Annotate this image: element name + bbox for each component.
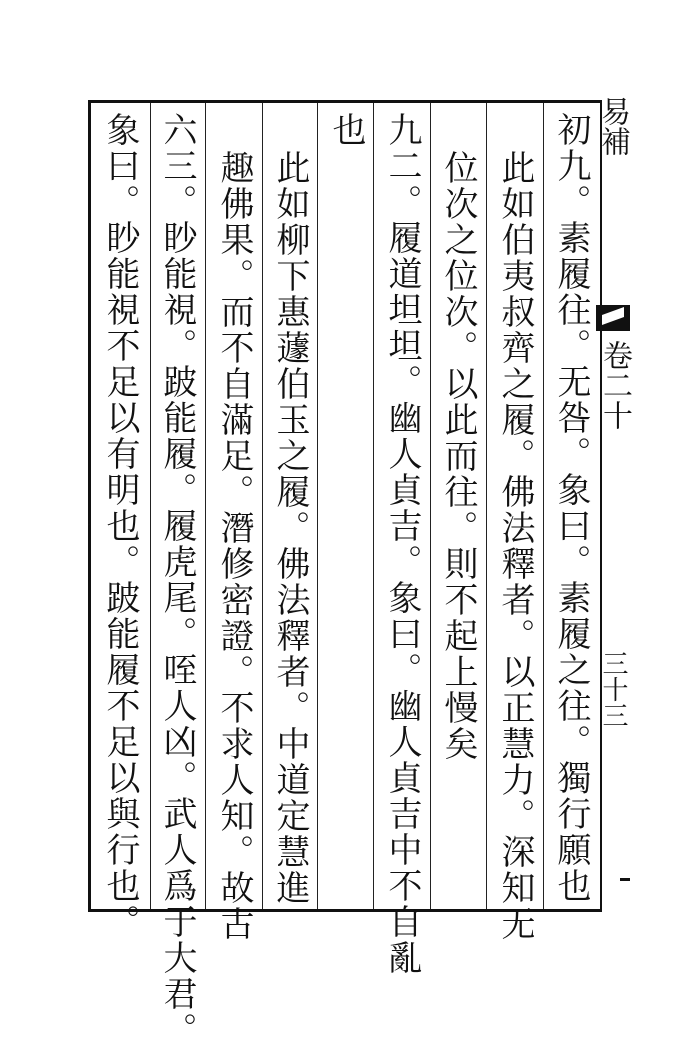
text-column: 此如柳下惠蘧伯玉之履。佛法釋者。中道定慧進 bbox=[270, 150, 310, 906]
column-divider bbox=[205, 103, 206, 909]
column-divider bbox=[486, 103, 487, 909]
text-column: 九二。履道坦坦。幽人貞吉。象曰。幽人貞吉中不自亂 bbox=[382, 112, 422, 976]
column-divider bbox=[262, 103, 263, 909]
margin-page-number: 三十三 bbox=[598, 650, 628, 728]
text-column: 此如伯夷叔齊之履。佛法釋者。以正慧力。深知无 bbox=[495, 150, 535, 942]
margin-tick-mark bbox=[620, 878, 630, 881]
text-column: 六三。眇能視。跛能履。履虎尾。咥人凶。武人爲于大君。 bbox=[157, 112, 197, 1048]
text-column: 也 bbox=[326, 112, 366, 148]
margin-strip bbox=[597, 100, 632, 912]
text-column: 象曰。眇能視不足以有明也。跛能履不足以與行也。 bbox=[100, 112, 140, 940]
text-column: 初九。素履往。无咎。象曰。素履之往。獨行願也 bbox=[551, 112, 591, 904]
margin-juan: 卷二十 bbox=[597, 340, 632, 430]
column-divider bbox=[150, 103, 151, 909]
column-divider bbox=[373, 103, 374, 909]
column-divider bbox=[430, 103, 431, 909]
text-column: 趣佛果。而不自滿足。潛修密證。不求人知。故古 bbox=[214, 150, 254, 942]
column-divider bbox=[543, 103, 544, 909]
column-divider bbox=[317, 103, 318, 909]
text-column: 位次之位次。以此而往。則不起上慢矣 bbox=[438, 150, 478, 762]
margin-title: 易補 bbox=[595, 96, 630, 156]
fish-tail-mark bbox=[596, 305, 630, 331]
